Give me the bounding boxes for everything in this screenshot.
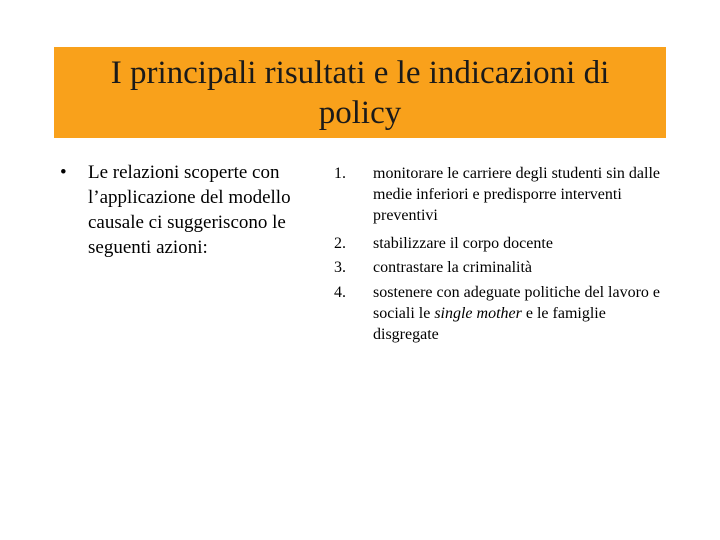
list-item-text: contrastare la criminalità	[373, 259, 533, 276]
list-item-italic-term: single mother	[434, 305, 522, 322]
list-item	[320, 256, 665, 280]
list-number: 1.	[334, 165, 346, 182]
list-number: 4.	[334, 284, 346, 301]
title-banner	[54, 47, 666, 138]
list-item	[320, 282, 665, 345]
bullet-text: Le relazioni scoperte con l’applicazione del modello causale ci suggeriscono le seguenti azioni:	[88, 162, 291, 258]
list-item-text	[373, 282, 665, 345]
list-item-text: stabilizzare il corpo docente	[373, 235, 553, 252]
bullet-point	[60, 160, 310, 260]
list-number: 3.	[334, 259, 346, 276]
list-item-text-part: sostenere con adeguate politiche del lavoro e sociali le	[373, 284, 660, 322]
list-item-text-part: e le famiglie disgregate	[373, 305, 606, 343]
slide-title: I principali risultati e le indicazioni di policy	[110, 54, 610, 131]
bullet-marker: •	[60, 162, 67, 183]
list-item-text: monitorare le carriere degli studenti sin dalle medie inferiori e predisporre interventi preventivi	[373, 165, 660, 224]
list-item	[320, 232, 665, 256]
list-item	[320, 163, 665, 226]
action-list	[320, 163, 665, 345]
list-number: 2.	[334, 235, 346, 252]
